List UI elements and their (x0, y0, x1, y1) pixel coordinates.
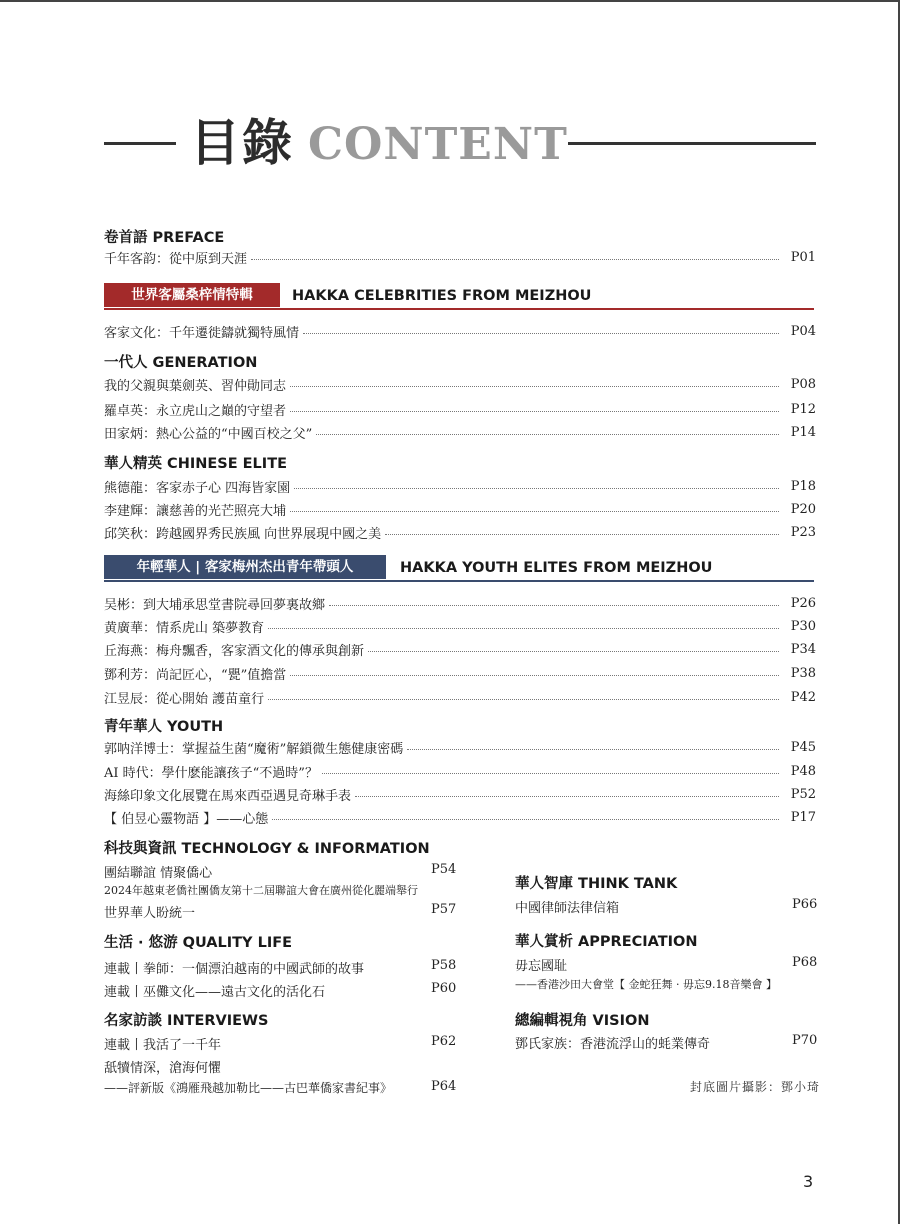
leader-dots (368, 651, 779, 652)
section-heading-appreciation: 華人賞析 APPRECIATION (515, 934, 698, 950)
section-heading-youth: 青年華人 YOUTH (104, 719, 224, 735)
leader-dots (316, 434, 778, 435)
toc-entry[interactable] (104, 639, 816, 659)
entry-page: P42 (790, 689, 816, 705)
leader-dots (385, 534, 779, 535)
toc-entry[interactable] (104, 807, 816, 827)
entry-page: P45 (790, 739, 816, 755)
masthead-title-cn: 目錄 (190, 114, 294, 172)
entry-title: 連載丨拳師：一個漂泊越南的中國武師的故事 (104, 962, 365, 977)
toc-entry[interactable] (104, 902, 456, 922)
entry-page: P12 (790, 401, 816, 417)
entry-page: P23 (790, 524, 816, 540)
toc-entry[interactable] (104, 737, 816, 757)
leader-dots (407, 749, 778, 750)
toc-entry[interactable] (104, 784, 816, 804)
entry-title: 海絲印象文化展覽在馬來西亞遇見奇琳手表 (104, 788, 352, 804)
section-heading-elite: 華人精英 CHINESE ELITE (104, 456, 287, 472)
entry-title: 熊德龍：客家赤子心 四海皆家園 (104, 480, 291, 496)
toc-entry[interactable] (104, 499, 816, 519)
toc-entry-sub[interactable] (104, 1079, 456, 1099)
entry-page: P17 (790, 809, 816, 825)
entry-page: P08 (790, 376, 816, 392)
toc-entry[interactable] (104, 321, 816, 341)
entry-title: 郭呐洋博士：掌握益生菌“魔術”解鎖微生態健康密碼 (104, 741, 404, 757)
entry-page: P48 (790, 763, 816, 779)
entry-page: P57 (431, 902, 457, 917)
section-heading-preface: 卷首語 PREFACE (104, 230, 225, 246)
entry-page: P68 (792, 955, 818, 970)
leader-dots (290, 675, 778, 676)
leader-dots (290, 511, 779, 512)
entry-title: 邱笑秋：跨越國界秀民族風 向世界展現中國之美 (104, 526, 382, 542)
leader-dots (303, 333, 779, 334)
banner-english: HAKKA CELEBRITIES FROM MEIZHOU (292, 288, 592, 304)
entry-page: P38 (790, 665, 816, 681)
toc-entry[interactable] (104, 247, 816, 267)
entry-page: P58 (431, 958, 457, 973)
banner-hakka-youth (104, 555, 814, 581)
entry-subtitle: ——評新版《鴻雁飛越加勒比——古巴華僑家書紀事》 (104, 1081, 393, 1095)
banner-tag: 年輕華人 | 客家梅州杰出青年帶頭人 (104, 555, 386, 579)
leader-dots (290, 411, 779, 412)
entry-page: P20 (790, 501, 816, 517)
entry-title: 舐犢情深，滄海何懼 (104, 1061, 222, 1076)
toc-entry[interactable] (104, 862, 456, 882)
entry-page: P34 (790, 641, 816, 657)
entry-page: P18 (790, 478, 816, 494)
entry-page: P04 (790, 323, 816, 339)
entry-title: 連載丨巫儺文化——遠古文化的活化石 (104, 985, 326, 1000)
entry-title: 【 伯昱心靈物語 】——心態 (104, 811, 269, 827)
toc-entry[interactable] (104, 522, 816, 542)
entry-subtitle: 2024年越東老僑社團僑友第十二屆聯誼大會在廣州從化麗端舉行 (104, 884, 418, 897)
leader-dots (268, 699, 779, 700)
entry-page: P30 (790, 618, 816, 634)
section-heading-vision: 總編輯視角 VISION (515, 1013, 650, 1029)
section-heading-generation: 一代人 GENERATION (104, 355, 258, 371)
entry-page: P26 (790, 595, 816, 611)
section-heading-think-tank: 華人智庫 THINK TANK (515, 876, 678, 892)
toc-entry[interactable] (104, 1034, 456, 1054)
cover-photo-credit: 封底圖片攝影：鄧小琦 (690, 1080, 821, 1094)
entry-title: 我的父親與葉劍英、習仲勛同志 (104, 378, 287, 394)
toc-entry[interactable] (104, 1057, 456, 1077)
section-heading-technology: 科技與資訊 TECHNOLOGY & INFORMATION (104, 841, 430, 857)
banner-hakka-celebrities (104, 283, 814, 309)
toc-entry[interactable] (104, 374, 816, 394)
leader-dots (268, 628, 779, 629)
entry-title: 鄧氏家族：香港流浮山的蚝業傳奇 (515, 1037, 711, 1052)
section-heading-interviews: 名家訪談 INTERVIEWS (104, 1013, 269, 1029)
leader-dots (322, 773, 779, 774)
masthead-rule-right (568, 142, 816, 145)
leader-dots (272, 819, 778, 820)
entry-title: 吴彬：到大埔承思堂書院尋回夢裏故鄉 (104, 597, 326, 613)
entry-page: P01 (790, 249, 816, 265)
entry-title: 毋忘國耻 (515, 959, 568, 974)
toc-entry[interactable] (104, 958, 456, 978)
toc-entry[interactable] (104, 981, 456, 1001)
leader-dots (294, 488, 779, 489)
entry-title: 丘海燕：梅舟飄香，客家酒文化的傳承與創新 (104, 643, 365, 659)
entry-title: 客家文化：千年遷徙鑄就獨特風情 (104, 325, 300, 341)
entry-page: P14 (790, 424, 816, 440)
toc-entry[interactable] (104, 476, 816, 496)
entry-page: P60 (431, 981, 457, 996)
leader-dots (290, 386, 779, 387)
toc-entry[interactable] (104, 687, 816, 707)
entry-title: 千年客韵：從中原到天涯 (104, 251, 248, 267)
page-frame-top (0, 0, 900, 2)
banner-rule (104, 580, 814, 582)
toc-entry[interactable] (515, 897, 818, 917)
entry-title: 連載丨我活了一千年 (104, 1038, 222, 1053)
masthead (104, 112, 816, 174)
leader-dots (355, 796, 779, 797)
entry-title: 世界華人盼統一 (104, 906, 196, 921)
entry-title: 鄧利芳：尚記匠心，“甖”值擔當 (104, 667, 287, 683)
toc-entry[interactable] (104, 593, 816, 613)
toc-entry[interactable] (515, 1033, 818, 1053)
banner-rule (104, 308, 814, 310)
entry-title: 中國律師法律信箱 (515, 901, 620, 916)
entry-title: 團結聯誼 情聚僑心 (104, 866, 213, 881)
entry-title: 李建輝：讓慈善的光芒照亮大埔 (104, 503, 287, 519)
leader-dots (329, 605, 779, 606)
toc-entry[interactable] (104, 663, 816, 683)
entry-title: 黄廣華：情系虎山 築夢教育 (104, 620, 265, 636)
banner-english: HAKKA YOUTH ELITES FROM MEIZHOU (400, 560, 713, 576)
entry-title: 江昱辰：從心開始 護苗童行 (104, 691, 265, 707)
entry-page: P70 (792, 1033, 818, 1048)
entry-page: P64 (431, 1079, 457, 1094)
toc-entry[interactable] (104, 399, 816, 419)
entry-page: P66 (792, 897, 818, 912)
entry-title: 田家炳：熱心公益的“中國百校之父” (104, 426, 313, 442)
masthead-rule-left (104, 142, 176, 145)
page-number: 3 (803, 1172, 814, 1191)
toc-entry[interactable] (104, 422, 816, 442)
leader-dots (251, 259, 779, 260)
entry-page: P62 (431, 1034, 457, 1049)
toc-entry[interactable] (104, 761, 816, 781)
toc-entry[interactable] (515, 955, 818, 975)
toc-entry[interactable] (104, 616, 816, 636)
section-heading-quality-life: 生活 · 悠游 QUALITY LIFE (104, 935, 293, 951)
entry-page: P54 (431, 862, 457, 877)
masthead-title-en: CONTENT (308, 119, 568, 170)
entry-title: 羅卓英：永立虎山之巔的守望者 (104, 403, 287, 419)
entry-title: AI 時代：學什麽能讓孩子“不過時”？ (104, 765, 318, 781)
entry-subtitle: ——香港沙田大會堂【 金蛇狂舞 · 毋忘9.18音樂會 】 (515, 978, 777, 991)
entry-page: P52 (790, 786, 816, 802)
banner-tag: 世界客屬桑梓情特輯 (104, 283, 280, 307)
